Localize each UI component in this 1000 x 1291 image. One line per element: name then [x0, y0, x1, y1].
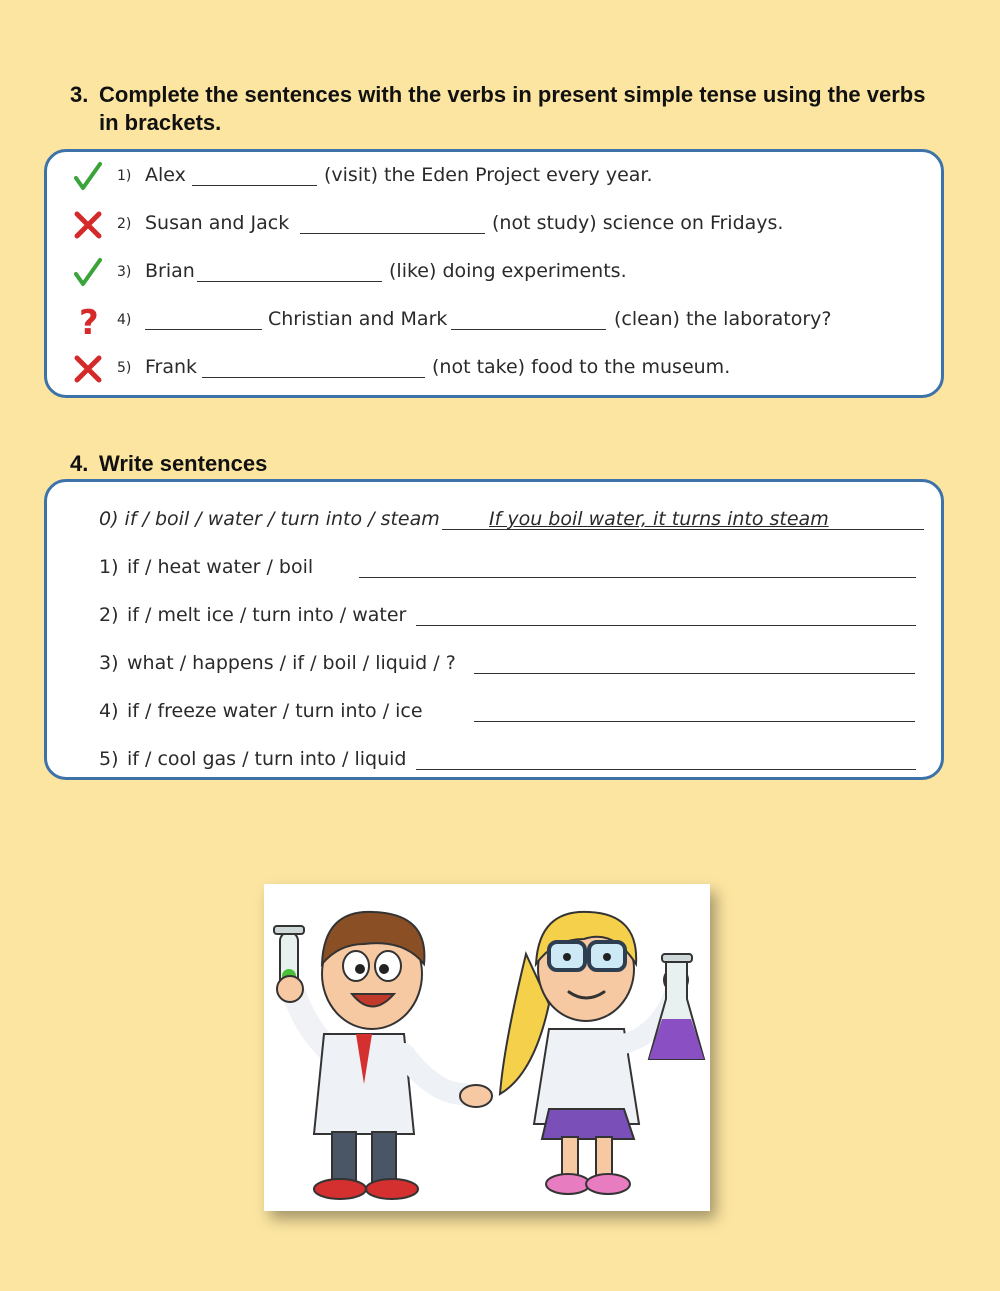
cross-icon	[71, 352, 105, 386]
ex3-item-number: 4)	[117, 312, 132, 328]
ex4-item-number: 1)	[99, 556, 119, 578]
ex4-item-2	[47, 604, 941, 634]
ex3-item-text: (not study) science on Fridays.	[492, 212, 784, 234]
answer-blank[interactable]	[474, 673, 915, 674]
ex4-example-row	[47, 508, 941, 538]
girl-figure	[500, 912, 704, 1194]
ex3-item-2	[47, 212, 941, 242]
ex3-item-number: 1)	[117, 168, 132, 184]
ex3-item-number: 5)	[117, 360, 132, 376]
ex3-item-text: (visit) the Eden Project every year.	[324, 164, 653, 186]
ex3-item-1	[47, 164, 941, 194]
ex3-item-text: Brian	[145, 260, 195, 282]
exercise-4-number: 4.	[70, 451, 89, 476]
answer-blank[interactable]	[300, 233, 485, 234]
ex4-item-number: 4)	[99, 700, 119, 722]
check-icon	[71, 256, 105, 290]
answer-blank[interactable]	[451, 329, 606, 330]
cross-icon	[71, 208, 105, 242]
ex3-item-text: (like) doing experiments.	[389, 260, 627, 282]
ex4-item-5	[47, 748, 941, 778]
answer-blank[interactable]	[416, 769, 916, 770]
ex4-item-prompt: what / happens / if / boil / liquid / ?	[127, 652, 456, 674]
ex4-example-answer: If you boil water, it turns into steam	[489, 508, 829, 530]
exercise-3-number: 3.	[70, 82, 89, 107]
boy-figure	[274, 912, 492, 1199]
answer-blank[interactable]	[474, 721, 915, 722]
kids-scientists-illustration	[264, 884, 710, 1211]
scientists-icon	[264, 884, 710, 1211]
ex4-item-number: 3)	[99, 652, 119, 674]
ex4-item-3	[47, 652, 941, 682]
answer-blank[interactable]	[192, 185, 317, 186]
answer-blank[interactable]	[145, 329, 262, 330]
ex4-item-prompt: if / freeze water / turn into / ice	[127, 700, 423, 722]
ex4-item-number: 2)	[99, 604, 119, 626]
ex3-item-text: (clean) the laboratory?	[614, 308, 832, 330]
exercise-3-box	[44, 149, 944, 398]
ex3-item-number: 2)	[117, 216, 132, 232]
ex3-item-3	[47, 260, 941, 290]
ex4-item-prompt: if / cool gas / turn into / liquid	[127, 748, 407, 770]
ex4-item-1	[47, 556, 941, 586]
exercise-4-box	[44, 479, 944, 780]
ex3-item-text: Susan and Jack	[145, 212, 290, 234]
ex3-item-text: Frank	[145, 356, 198, 378]
ex3-item-5	[47, 356, 941, 386]
answer-blank[interactable]	[202, 377, 425, 378]
answer-blank[interactable]	[197, 281, 382, 282]
ex4-item-number: 5)	[99, 748, 119, 770]
ex3-item-text: (not take) food to the museum.	[432, 356, 731, 378]
question-icon	[75, 304, 109, 338]
check-icon	[71, 160, 105, 194]
answer-blank[interactable]	[416, 625, 916, 626]
ex4-item-4	[47, 700, 941, 730]
ex3-item-number: 3)	[117, 264, 132, 280]
ex3-item-text: Alex	[145, 164, 186, 186]
ex4-item-prompt: if / heat water / boil	[127, 556, 314, 578]
ex4-example-prompt: 0) if / boil / water / turn into / steam	[99, 508, 440, 530]
answer-blank[interactable]	[359, 577, 916, 578]
exercise-4-title: Write sentences	[99, 451, 268, 476]
svg-text:?: ?	[79, 304, 99, 338]
ex3-item-text: Christian and Mark	[268, 308, 448, 330]
ex3-item-4	[47, 304, 941, 338]
ex4-item-prompt: if / melt ice / turn into / water	[127, 604, 407, 626]
exercise-3-title: Complete the sentences with the verbs in present simple tense using the verbs in brackets.	[99, 82, 926, 135]
